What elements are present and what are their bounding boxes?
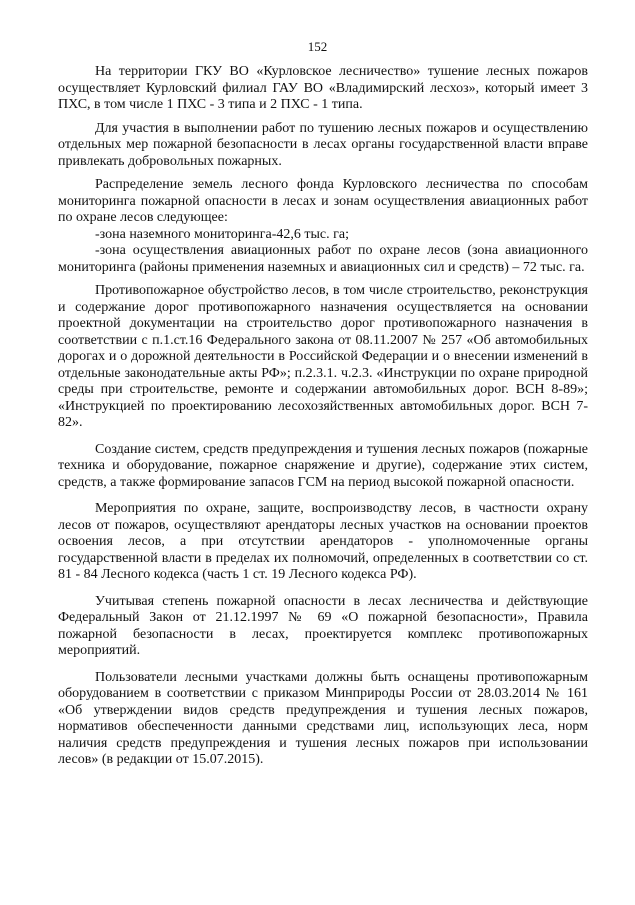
paragraph-forest-protection: Мероприятия по охране, защите, воспроизводству лесов, в частности охрану лесов от пожаров, осуществляют арендаторы лесных участков на основании проектов освоения лесов, а при отсутствии арендаторов - уполномоченные органы государственной власти в пределах их полномочий, определенных в соответствии со ст. 81 - 84 Лесного кодекса (часть 1 ст. 19 Лесного кодекса РФ). — [58, 501, 588, 582]
paragraph-volunteers: Для участия в выполнении работ по тушению лесных пожаров и осуществлению отдельных мер пожарной безопасности в лесах органы государственной власти вправе привлекать добровольных пожарных. — [58, 120, 588, 169]
paragraph-fire-systems: Создание систем, средств предупреждения и тушения лесных пожаров (пожарные техника и оборудование, пожарное снаряжение и другие), содержание этих систем, средств, а также формирование запасов ГСМ на период высокой пожарной опасности. — [58, 441, 588, 490]
document-body — [58, 64, 588, 769]
paragraph-fire-measures: Учитывая степень пожарной опасности в лесах лесничества и действующие Федеральный Закон от 21.12.1997 № 69 «О пожарной безопасности», Правила пожарной безопасности в лесах, проектируется комплекс противопожарных мероприятий. — [58, 593, 588, 658]
paragraph-monitoring-zones: Распределение земель лесного фонда Курловского лесничества по способам мониторинга пожарной опасности в лесах и зонам осуществления авиационных работ по охране лесов следующее: — [58, 177, 588, 225]
page-number: 152 — [307, 39, 328, 54]
paragraph-fire-service: На территории ГКУ ВО «Курловское лесничество» тушение лесных пожаров осуществляет Курловский филиал ГАУ ВО «Владимирский лесхоз», который имеет 3 ПХС, в том числе 1 ПХС - 3 типа и 2 ПХС - 1 типа. — [58, 64, 588, 112]
list-item-ground-zone: -зона наземного мониторинга-42,6 тыс. га; — [95, 226, 349, 242]
paragraph-equipment-requirements: Пользователи лесными участками должны быть оснащены противопожарным оборудованием в соответствии с приказом Минприроды России от 28.03.2014 № 161 «Об утверждении видов средств предупреждения и тушения лесных пожаров, нормативов обеспеченности данными средствами лиц, использующих леса, норм наличия средств предупреждения и тушения лесных пожаров при использовании лесов» (в редакции от 15.07.2015). — [58, 669, 588, 767]
list-item-aviation-zone: -зона осуществления авиационных работ по охране лесов (зона авиационного мониторинга (районы применения наземных и авиационных сил и средств) – 72 тыс. га. — [58, 243, 588, 275]
paragraph-fire-roads: Противопожарное обустройство лесов, в том числе строительство, реконструкция и содержание дорог противопожарного назначения осуществляется на основании проектной документации на строительство дорог противопожарного назначения в соответствии с п.1.ст.16 Федерального закона от 08.11.2007 № 257 «Об автомобильных дорогах и о дорожной деятельности в Российской Федерации и о внесении изменений в отдельные законодательные акты РФ»; п.2.3.1. ч.2.3. «Инструкции по охране природной среды при строительстве, ремонте и содержании автомобильных дорог. ВСН 8-89»; «Инструкцией по проектированию лесохозяйственных автомобильных дорог. ВСН 7-82». — [58, 283, 588, 430]
